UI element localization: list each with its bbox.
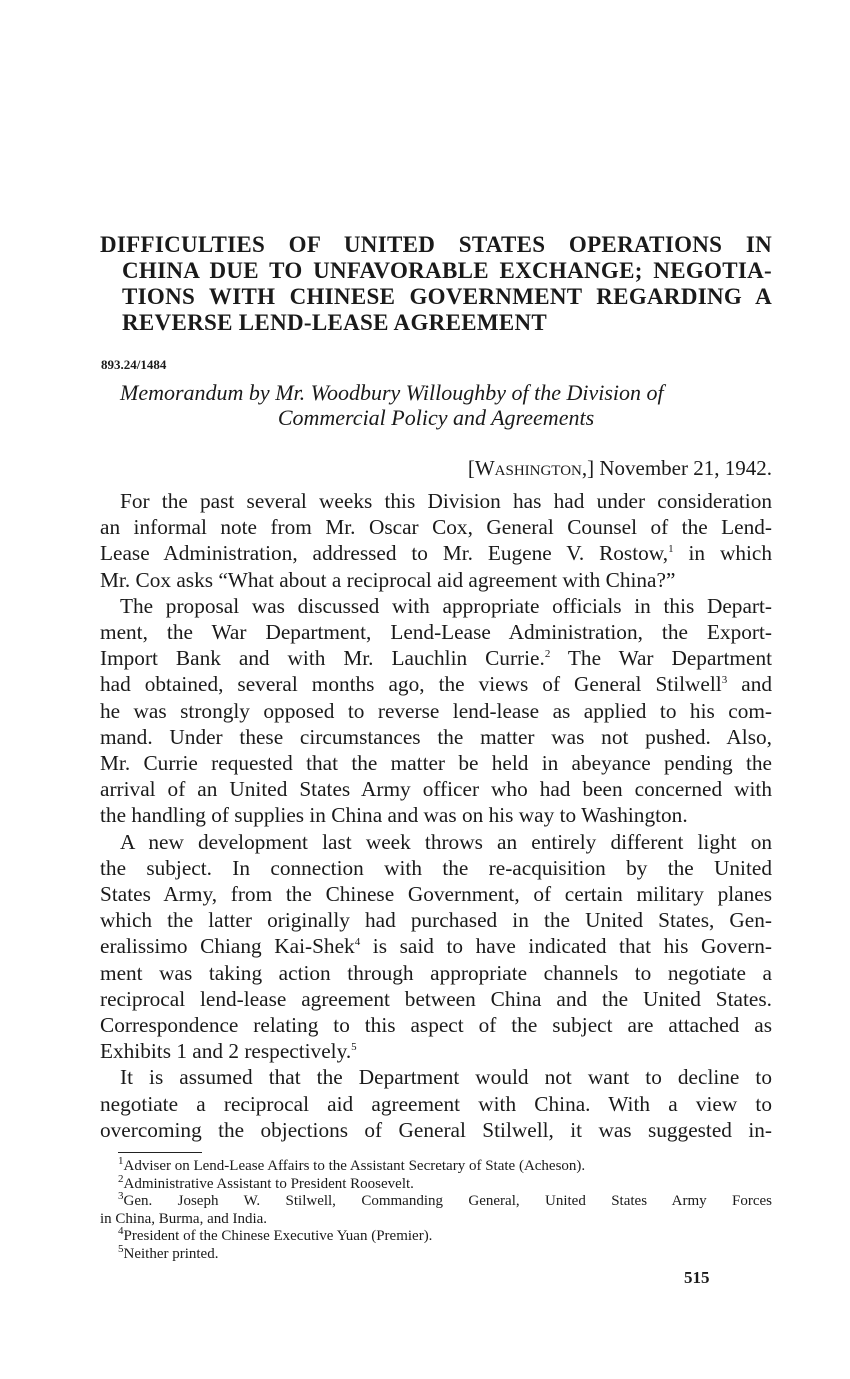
footnote-4: $^4$President of the Chinese Executive Yuan (Premier). — [118, 1225, 433, 1244]
footnotes — [100, 1155, 772, 1263]
text-line: It is assumed that the Department would not want to decline to — [120, 1065, 772, 1090]
memo-body — [100, 488, 772, 1143]
footnote-divider — [118, 1152, 202, 1153]
paragraph-2 — [100, 593, 772, 829]
footnote-ref-5: 5 — [351, 1041, 357, 1054]
footnote-3-continued: in China, Burma, and India. — [100, 1210, 268, 1227]
section-title — [100, 232, 772, 336]
title-line-3: TIONS WITH CHINESE GOVERNMENT REGARDING A — [122, 284, 772, 309]
memo-heading — [100, 380, 772, 430]
text-line: reciprocal lend-lease agreement between China and the United States. — [100, 986, 772, 1011]
text-line: Mr. Currie requested that the matter be held in abeyance pending the — [100, 751, 772, 776]
dateline-date: November 21, 1942. — [599, 456, 772, 480]
title-line-4: REVERSE LEND-LEASE AGREEMENT — [122, 310, 548, 335]
text-line: which the latter originally had purchased in the United States, Gen- — [100, 908, 772, 933]
paragraph-4 — [100, 1064, 772, 1143]
paragraph-3 — [100, 829, 772, 1065]
memo-heading-line-1: Memorandum by Mr. Woodbury Willoughby of the Division of — [120, 380, 664, 405]
dateline-place: [Washington,] — [467, 456, 595, 480]
page-number: 515 — [684, 1268, 710, 1287]
footnote-5: $^5$Neither printed. — [118, 1242, 219, 1262]
text-line: the handling of supplies in China and was on his way to Washington. — [100, 803, 688, 828]
text-line: had obtained, several months ago, the views of General Stilwell$^3$ and — [100, 672, 772, 697]
text-line: For the past several weeks this Division has had under consideration — [120, 489, 772, 513]
text-line: Lease Administration, addressed to Mr. Eugene V. Rostow,$^1$ in which — [100, 541, 772, 566]
dateline — [468, 456, 772, 481]
text-line: he was strongly opposed to reverse lend-lease as applied to his com- — [100, 698, 772, 723]
footnote-ref-1: 1 — [668, 543, 674, 556]
text-line: an informal note from Mr. Oscar Cox, General Counsel of the Lend- — [100, 515, 772, 540]
paragraph-1 — [100, 488, 772, 593]
footnote-ref-3: 3 — [721, 674, 728, 687]
text-line: Mr. Cox asks “What about a reciprocal aid agreement with China?” — [100, 567, 676, 592]
text-line: Exhibits 1 and 2 respectively.$^5$ — [100, 1039, 357, 1064]
footnote-ref-4: 4 — [354, 936, 361, 949]
footnote-2: $^2$Administrative Assistant to President Roosevelt. — [118, 1172, 414, 1192]
title-line-1: DIFFICULTIES OF UNITED STATES OPERATIONS IN — [100, 232, 772, 257]
memo-heading-line-2: Commercial Policy and Agreements — [277, 405, 595, 430]
file-number: 893.24/1484 — [101, 357, 167, 372]
text-line: eralissimo Chiang Kai-Shek$^4$ is said to have indicated that his Govern- — [100, 934, 772, 959]
text-line: mand. Under these circumstances the matter was not pushed. Also, — [100, 724, 772, 749]
text-line: A new development last week throws an entirely different light on — [120, 829, 772, 854]
text-line: States Army, from the Chinese Government, of certain military planes — [100, 882, 772, 907]
footnote-ref-2: 2 — [544, 648, 551, 661]
text-line: arrival of an United States Army officer who had been concerned with — [100, 777, 772, 802]
text-line: ment, the War Department, Lend-Lease Administration, the Export- — [100, 620, 772, 645]
text-line: negotiate a reciprocal aid agreement with China. With a view to — [100, 1091, 772, 1116]
text-line: Correspondence relating to this aspect of the subject are attached as — [100, 1013, 772, 1038]
text-line: the subject. In connection with the re-acquisition by the United — [100, 855, 772, 880]
text-line: overcoming the objections of General Stilwell, it was suggested in- — [100, 1117, 772, 1142]
footnote-3: $^3$Gen. Joseph W. Stilwell, Commanding General, United States Army Forces — [118, 1190, 772, 1209]
title-line-2: CHINA DUE TO UNFAVORABLE EXCHANGE; NEGOTIA- — [122, 258, 772, 283]
text-line: The proposal was discussed with appropriate officials in this Depart- — [120, 593, 772, 618]
footnote-1: $^1$Adviser on Lend-Lease Affairs to the Assistant Secretary of State (Acheson). — [118, 1155, 586, 1174]
text-line: Import Bank and with Mr. Lauchlin Currie.$^2$ The War Department — [100, 646, 773, 671]
text-line: ment was taking action through appropriate channels to negotiate a — [100, 960, 772, 985]
